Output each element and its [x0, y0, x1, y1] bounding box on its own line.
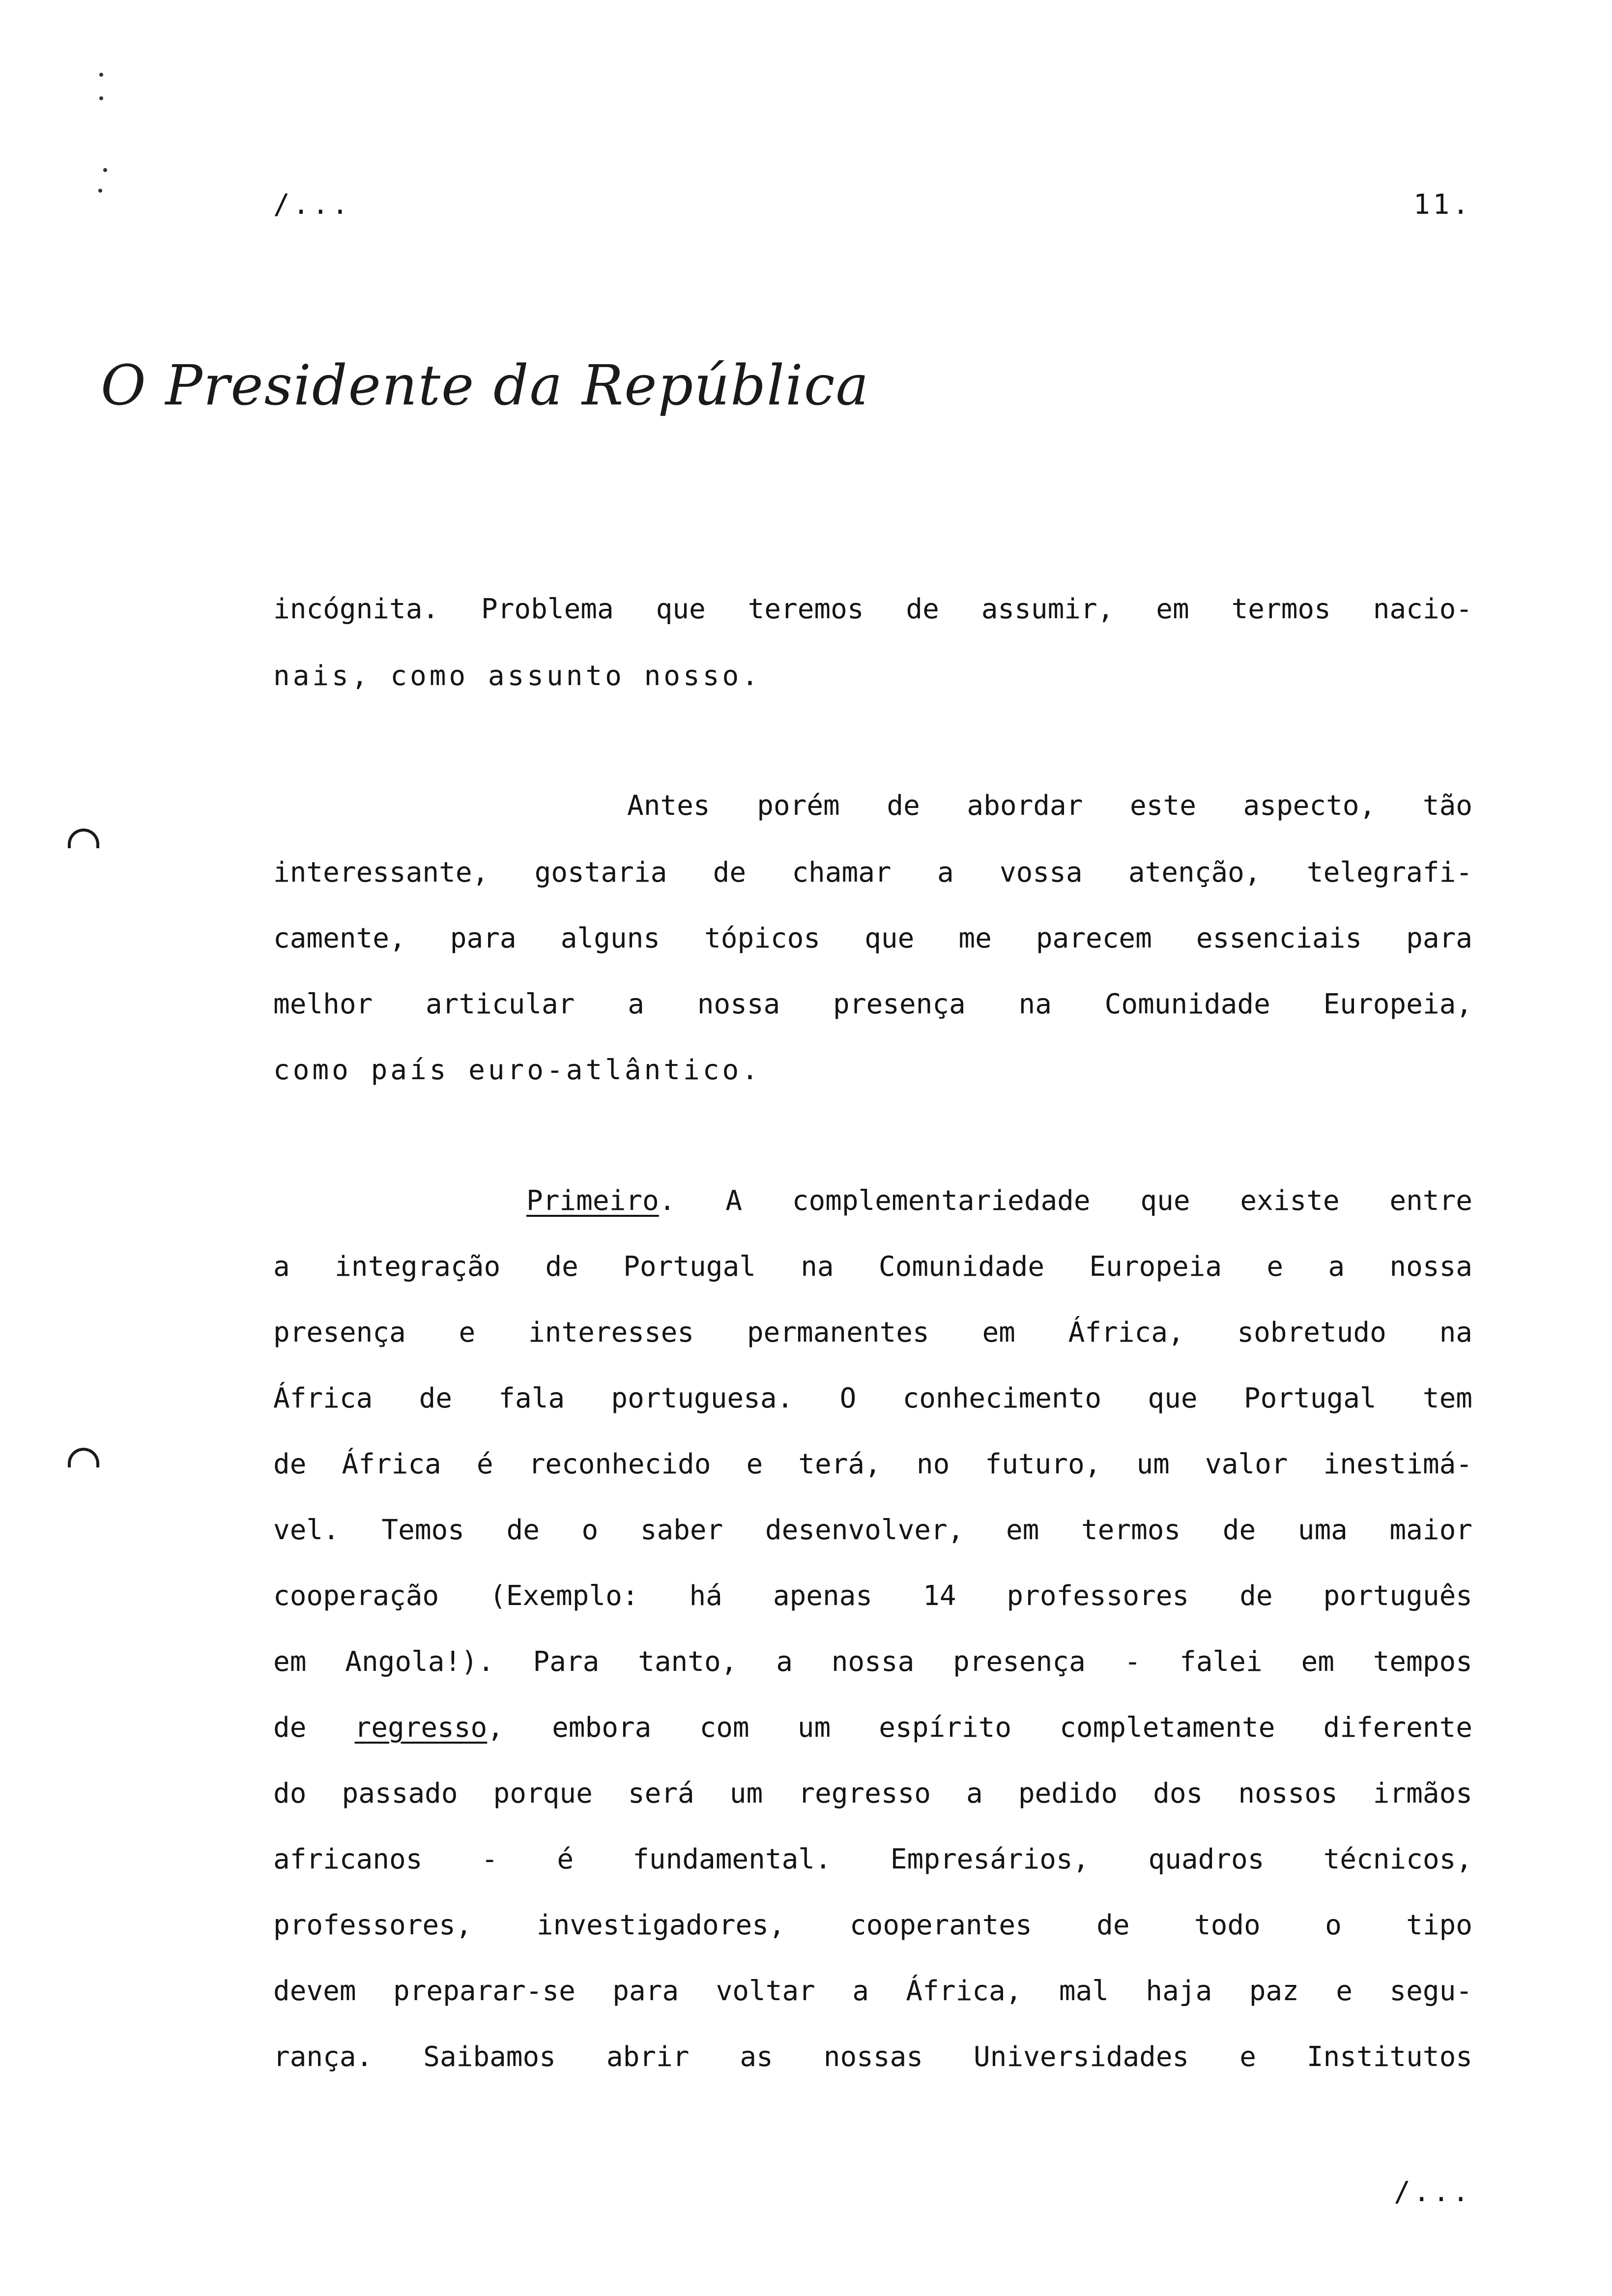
body-line: professores, investigadores, cooperantes de todo o tipo [273, 1909, 1472, 1941]
body-line: devem preparar-se para voltar a África, mal haja paz e segu- [273, 1975, 1472, 2007]
body-line: incógnita. Problema que teremos de assumir, em termos nacio- [273, 593, 1472, 625]
body-line: a integração de Portugal na Comunidade Europeia e a nossa [273, 1251, 1472, 1283]
page-number: 11. [1413, 189, 1472, 221]
body-line: do passado porque será um regresso a pedido dos nossos irmãos [273, 1778, 1472, 1809]
body-line: de África é reconhecido e terá, no futuro, um valor inestimá- [273, 1448, 1472, 1480]
margin-speck [103, 168, 107, 172]
body-line: vel. Temos de o saber desenvolver, em termos de uma maior [273, 1514, 1472, 1546]
body-line: interessante, gostaria de chamar a vossa atenção, telegrafi- [273, 857, 1472, 889]
body-line: cooperação (Exemplo: há apenas 14 professores de português [273, 1580, 1472, 1612]
margin-speck [99, 73, 103, 77]
body-line: Antes porém de abordar este aspecto, tão [627, 790, 1472, 822]
body-line: nais, como assunto nosso. [273, 660, 761, 692]
body-line: em Angola!). Para tanto, a nossa presença - falei em tempos [273, 1646, 1472, 1678]
body-line: rança. Saibamos abrir as nossas Universidades e Institutos [273, 2041, 1472, 2073]
body-line: melhor articular a nossa presença na Comunidade Europeia, [273, 988, 1472, 1020]
header-continuation-mark: /... [273, 189, 351, 221]
margin-speck [99, 96, 103, 100]
margin-speck [98, 189, 102, 193]
body-line-text: de [273, 1712, 355, 1744]
body-line: presença e interesses permanentes em África, sobretudo na [273, 1317, 1472, 1349]
body-line [273, 1181, 1472, 1221]
letterhead-title: O Presidente da República [101, 354, 870, 418]
margin-bracket-mark [68, 1448, 99, 1467]
margin-bracket-mark [68, 829, 99, 848]
footer-continuation-mark: /... [1394, 2176, 1472, 2208]
body-line [273, 1708, 1472, 1748]
body-line: como país euro-atlântico. [273, 1054, 761, 1086]
body-line-text: . A complementariedade que existe entre [659, 1185, 1472, 1217]
body-line: camente, para alguns tópicos que me parecem essenciais para [273, 922, 1472, 954]
body-line-text: , embora com um espírito completamente diferente [487, 1712, 1472, 1744]
underlined-word: regresso [354, 1712, 488, 1744]
body-line: África de fala portuguesa. O conhecimento que Portugal tem [273, 1382, 1472, 1414]
body-line: africanos - é fundamental. Empresários, quadros técnicos, [273, 1843, 1472, 1875]
underlined-lead-word: Primeiro [526, 1185, 659, 1217]
